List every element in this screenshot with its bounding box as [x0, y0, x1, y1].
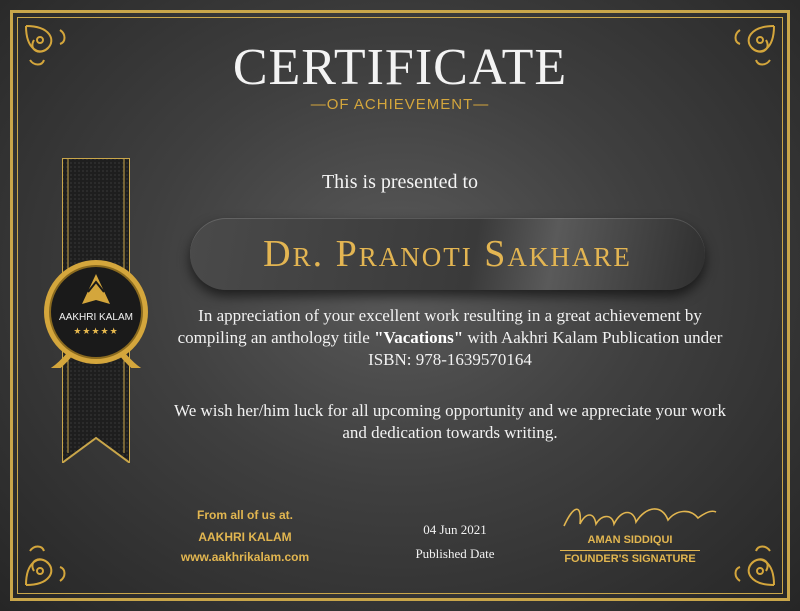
certificate-subtitle: —OF ACHIEVEMENT— — [310, 96, 490, 113]
from-org: AAKHRI KALAM — [198, 530, 292, 544]
anthology-title: "Vacations" — [374, 328, 464, 347]
badge-label: AAKHRI KALAM — [59, 312, 133, 323]
published-date: 04 Jun 2021 — [423, 522, 487, 537]
appreciation-text-a: In appreciation of your excellent work resulting in a great achievement by compiling an anthology title — [177, 306, 702, 347]
appreciation-text — [170, 305, 730, 371]
from-line: From all of us at. — [196, 508, 293, 522]
appreciation-text-b: with Aakhri Kalam Publication under ISBN: 978-1639570164 — [368, 328, 723, 369]
founder-role: FOUNDER'S SIGNATURE — [564, 553, 696, 565]
signature-icon — [560, 498, 720, 534]
corner-ornament-icon — [710, 521, 780, 591]
presented-to-text: This is presented to — [321, 171, 479, 193]
wishes-text: We wish her/him luck for all upcoming opportunity and we appreciate your work and dedication towards writing. — [174, 401, 726, 442]
recipient-name: Dr. Pranoti Sakhare — [263, 233, 632, 275]
founder-name: AMAN SIDDIQUI — [587, 534, 673, 546]
signature-line — [560, 550, 700, 551]
corner-ornament-icon — [20, 521, 90, 591]
badge-stars: ★★★★★ — [73, 326, 119, 336]
from-website: www.aakhrikalam.com — [180, 550, 310, 564]
published-date-label: Published Date — [415, 546, 495, 561]
certificate-title: CERTIFICATE — [232, 39, 568, 96]
